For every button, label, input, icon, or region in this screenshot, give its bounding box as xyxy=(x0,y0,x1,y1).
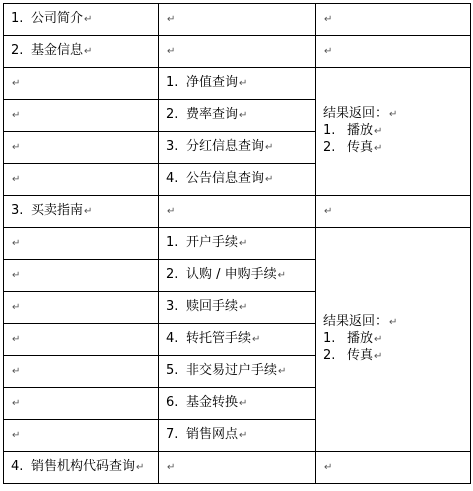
table-cell xyxy=(159,420,316,452)
item-number: 2. xyxy=(11,43,24,58)
table-cell xyxy=(159,388,316,420)
item-label: 公司简介 xyxy=(31,11,84,26)
paragraph-mark-icon: ↵ xyxy=(239,110,248,121)
table-cell xyxy=(4,388,159,420)
table-cell xyxy=(4,452,159,484)
item-label: 转托管手续 xyxy=(186,331,252,346)
table-cell xyxy=(4,324,159,356)
table-cell xyxy=(159,4,316,36)
result-title xyxy=(323,314,470,331)
item-label: 买卖指南 xyxy=(31,203,84,218)
item-label: 费率查询 xyxy=(186,107,239,122)
item-label: 基金转换 xyxy=(186,395,239,410)
table-cell xyxy=(159,292,316,324)
paragraph-mark-icon: ↵ xyxy=(277,270,287,281)
paragraph-mark-icon: ↵ xyxy=(324,46,333,57)
paragraph-mark-icon: ↵ xyxy=(324,206,333,217)
item-label: 传真 xyxy=(347,348,374,363)
table-cell xyxy=(316,452,471,484)
item-number: 4. xyxy=(11,459,24,474)
item-number: 1. xyxy=(11,11,24,26)
item-label: 销售机构代码查询 xyxy=(31,459,136,474)
table-cell xyxy=(4,420,159,452)
paragraph-mark-icon: ↵ xyxy=(84,14,93,25)
table-row xyxy=(4,68,471,100)
item-number: 1. xyxy=(166,75,179,90)
table-cell xyxy=(316,36,471,68)
paragraph-mark-icon: ↵ xyxy=(12,430,21,441)
paragraph-mark-icon: ↵ xyxy=(374,351,383,362)
table-cell xyxy=(159,324,316,356)
paragraph-mark-icon: ↵ xyxy=(12,302,21,313)
paragraph-mark-icon: ↵ xyxy=(167,14,176,25)
table-cell xyxy=(159,228,316,260)
result-item xyxy=(323,123,470,140)
paragraph-mark-icon: ↵ xyxy=(389,317,398,328)
table-cell xyxy=(159,356,316,388)
paragraph-mark-icon: ↵ xyxy=(324,14,333,25)
item-number: 6. xyxy=(166,395,179,410)
item-number: 5. xyxy=(166,363,179,378)
paragraph-mark-icon: ↵ xyxy=(12,142,21,153)
table-cell xyxy=(159,36,316,68)
item-label: 公告信息查询 xyxy=(186,171,265,186)
item-label: 播放 xyxy=(347,123,374,138)
item-label: 非交易过户手续 xyxy=(186,363,278,378)
paragraph-mark-icon: ↵ xyxy=(167,462,176,473)
paragraph-mark-icon: ↵ xyxy=(239,430,248,441)
paragraph-mark-icon: ↵ xyxy=(239,238,248,249)
result-item xyxy=(323,331,470,348)
paragraph-mark-icon: ↵ xyxy=(374,334,383,345)
item-number: 4. xyxy=(166,171,179,186)
paragraph-mark-icon: ↵ xyxy=(252,334,261,345)
table-row xyxy=(4,228,471,260)
table-cell xyxy=(159,100,316,132)
paragraph-mark-icon: ↵ xyxy=(12,238,21,249)
item-number: 3. xyxy=(11,203,24,218)
result-cell xyxy=(316,228,471,452)
table-cell xyxy=(4,164,159,196)
paragraph-mark-icon: ↵ xyxy=(239,302,248,313)
paragraph-mark-icon: ↵ xyxy=(265,142,274,153)
paragraph-mark-icon: ↵ xyxy=(84,206,93,217)
table-cell xyxy=(4,356,159,388)
result-cell xyxy=(316,68,471,196)
table-row xyxy=(4,452,471,484)
item-label: 分红信息查询 xyxy=(186,139,265,154)
table-cell xyxy=(4,292,159,324)
table-cell xyxy=(4,132,159,164)
item-label: 传真 xyxy=(347,140,374,155)
table-cell xyxy=(4,36,159,68)
paragraph-mark-icon: ↵ xyxy=(278,366,287,377)
table-cell xyxy=(4,196,159,228)
paragraph-mark-icon: ↵ xyxy=(12,174,21,185)
item-number: 1. xyxy=(166,235,179,250)
paragraph-mark-icon: ↵ xyxy=(324,462,333,473)
table-cell xyxy=(4,4,159,36)
item-number: 7. xyxy=(166,427,179,442)
result-title-text: 结果返回： xyxy=(323,106,389,121)
paragraph-mark-icon: ↵ xyxy=(136,462,145,473)
item-label: 销售网点 xyxy=(186,427,239,442)
item-number: 3. xyxy=(166,299,179,314)
paragraph-mark-icon: ↵ xyxy=(12,366,21,377)
table-cell xyxy=(159,260,316,292)
table-cell xyxy=(159,196,316,228)
paragraph-mark-icon: ↵ xyxy=(167,206,176,217)
menu-table xyxy=(3,3,471,484)
table-cell xyxy=(4,68,159,100)
table-row xyxy=(4,196,471,228)
paragraph-mark-icon: ↵ xyxy=(12,270,21,281)
paragraph-mark-icon: ↵ xyxy=(389,109,398,120)
table-cell xyxy=(4,260,159,292)
result-title xyxy=(323,106,470,123)
table-cell xyxy=(159,164,316,196)
item-label: 开户手续 xyxy=(186,235,239,250)
result-title-text: 结果返回： xyxy=(323,314,389,329)
item-number: 2. xyxy=(166,267,179,282)
table-cell xyxy=(316,4,471,36)
item-number: 1. xyxy=(323,331,336,346)
paragraph-mark-icon: ↵ xyxy=(12,110,21,121)
table-row xyxy=(4,36,471,68)
paragraph-mark-icon: ↵ xyxy=(167,46,176,57)
paragraph-mark-icon: ↵ xyxy=(84,46,93,57)
paragraph-mark-icon: ↵ xyxy=(374,143,383,154)
item-label: 赎回手续 xyxy=(186,299,239,314)
paragraph-mark-icon: ↵ xyxy=(12,334,21,345)
paragraph-mark-icon: ↵ xyxy=(265,174,274,185)
paragraph-mark-icon: ↵ xyxy=(12,78,21,89)
item-label: 净值查询 xyxy=(186,75,239,90)
item-number: 2. xyxy=(323,140,336,155)
item-label: 播放 xyxy=(347,331,374,346)
item-number: 4. xyxy=(166,331,179,346)
paragraph-mark-icon: ↵ xyxy=(374,126,383,137)
item-number: 3. xyxy=(166,139,179,154)
table-cell xyxy=(159,68,316,100)
paragraph-mark-icon: ↵ xyxy=(239,398,248,409)
item-label: 认购 / 申购手续 xyxy=(186,267,277,282)
item-label: 基金信息 xyxy=(31,43,84,58)
table-cell xyxy=(159,452,316,484)
table-cell xyxy=(4,228,159,260)
table-row xyxy=(4,4,471,36)
item-number: 1. xyxy=(323,123,336,138)
table-cell xyxy=(159,132,316,164)
table-cell xyxy=(316,196,471,228)
result-item xyxy=(323,140,470,157)
paragraph-mark-icon: ↵ xyxy=(239,78,248,89)
item-number: 2. xyxy=(323,348,336,363)
paragraph-mark-icon: ↵ xyxy=(12,398,21,409)
item-number: 2. xyxy=(166,107,179,122)
result-item xyxy=(323,348,470,365)
table-cell xyxy=(4,100,159,132)
